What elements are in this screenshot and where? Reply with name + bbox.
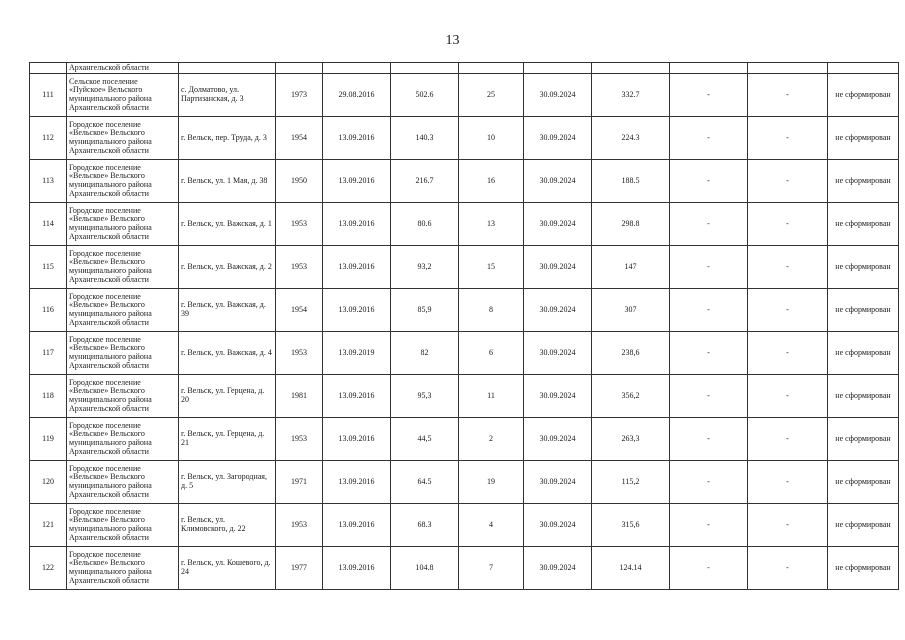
date-recognized-cell: 13.09.2016 xyxy=(323,418,391,461)
dash-cell-1: - xyxy=(670,375,748,418)
area-cell: 216.7 xyxy=(391,160,459,203)
area-cell: 140.3 xyxy=(391,117,459,160)
value-cell: 298.8 xyxy=(592,203,670,246)
residents-count-cell: 8 xyxy=(459,289,524,332)
row-number: 116 xyxy=(30,289,67,332)
area-cell: 104.8 xyxy=(391,547,459,590)
year-cell: 1950 xyxy=(276,160,323,203)
table-row xyxy=(30,74,899,117)
residents-count-cell: 6 xyxy=(459,332,524,375)
status-cell: не сформирован xyxy=(828,461,899,504)
planned-date-cell: 30.09.2024 xyxy=(524,160,592,203)
dash-cell-1: - xyxy=(670,246,748,289)
municipality-cell: Городское поселение «Вельское» Вельского муниципального района Архангельской области xyxy=(67,418,179,461)
dash-cell-2: - xyxy=(748,332,828,375)
municipality-cell: Городское поселение «Вельское» Вельского муниципального района Архангельской области xyxy=(67,547,179,590)
municipality-cell: Городское поселение «Вельское» Вельского муниципального района Архангельской области xyxy=(67,203,179,246)
residents-count-cell: 2 xyxy=(459,418,524,461)
address-cell: с. Долматово, ул. Партизанская, д. 3 xyxy=(179,74,276,117)
status-cell: не сформирован xyxy=(828,547,899,590)
area-cell: 502.6 xyxy=(391,74,459,117)
planned-date-cell: 30.09.2024 xyxy=(524,246,592,289)
dash-cell-2: - xyxy=(748,461,828,504)
residents-count-cell: 25 xyxy=(459,74,524,117)
year-cell: 1954 xyxy=(276,289,323,332)
date-recognized-cell: 13.09.2016 xyxy=(323,547,391,590)
address-cell: г. Вельск, ул. Важская, д. 39 xyxy=(179,289,276,332)
year-cell: 1953 xyxy=(276,332,323,375)
year-cell: 1953 xyxy=(276,504,323,547)
address-cell: г. Вельск, ул. Герцена, д. 21 xyxy=(179,418,276,461)
dash-cell-1: - xyxy=(670,547,748,590)
address-cell: г. Вельск, пер. Труда, д. 3 xyxy=(179,117,276,160)
dash-cell-1: - xyxy=(670,418,748,461)
municipality-cell: Городское поселение «Вельское» Вельского муниципального района Архангельской области xyxy=(67,160,179,203)
value-cell: 315,6 xyxy=(592,504,670,547)
continuation-text: Архангельской области xyxy=(67,63,179,74)
address-cell: г. Вельск, ул. Важская, д. 4 xyxy=(179,332,276,375)
dash-cell-1: - xyxy=(670,203,748,246)
planned-date-cell: 30.09.2024 xyxy=(524,332,592,375)
residents-count-cell: 11 xyxy=(459,375,524,418)
status-cell: не сформирован xyxy=(828,74,899,117)
row-number: 115 xyxy=(30,246,67,289)
address-cell: г. Вельск, ул. Герцена, д. 20 xyxy=(179,375,276,418)
dash-cell-1: - xyxy=(670,332,748,375)
residents-count-cell: 7 xyxy=(459,547,524,590)
municipality-cell: Городское поселение «Вельское» Вельского муниципального района Архангельской области xyxy=(67,504,179,547)
row-number: 120 xyxy=(30,461,67,504)
row-number: 122 xyxy=(30,547,67,590)
date-recognized-cell: 13.09.2016 xyxy=(323,203,391,246)
area-cell: 64.5 xyxy=(391,461,459,504)
address-cell: г. Вельск, ул. 1 Мая, д. 38 xyxy=(179,160,276,203)
dash-cell-1: - xyxy=(670,461,748,504)
status-cell: не сформирован xyxy=(828,160,899,203)
planned-date-cell: 30.09.2024 xyxy=(524,289,592,332)
row-number: 118 xyxy=(30,375,67,418)
year-cell: 1971 xyxy=(276,461,323,504)
area-cell: 95,3 xyxy=(391,375,459,418)
table-row xyxy=(30,289,899,332)
dash-cell-1: - xyxy=(670,289,748,332)
planned-date-cell: 30.09.2024 xyxy=(524,461,592,504)
row-number: 114 xyxy=(30,203,67,246)
value-cell: 115,2 xyxy=(592,461,670,504)
date-recognized-cell: 13.09.2016 xyxy=(323,246,391,289)
residents-count-cell: 10 xyxy=(459,117,524,160)
status-cell: не сформирован xyxy=(828,332,899,375)
table-row xyxy=(30,332,899,375)
dash-cell-1: - xyxy=(670,74,748,117)
planned-date-cell: 30.09.2024 xyxy=(524,547,592,590)
status-cell: не сформирован xyxy=(828,418,899,461)
planned-date-cell: 30.09.2024 xyxy=(524,203,592,246)
row-number: 112 xyxy=(30,117,67,160)
dash-cell-2: - xyxy=(748,289,828,332)
year-cell: 1954 xyxy=(276,117,323,160)
dash-cell-2: - xyxy=(748,117,828,160)
year-cell: 1953 xyxy=(276,418,323,461)
address-cell: г. Вельск, ул. Загородная, д. 5 xyxy=(179,461,276,504)
continuation-row xyxy=(30,63,899,74)
date-recognized-cell: 13.09.2016 xyxy=(323,375,391,418)
row-number: 113 xyxy=(30,160,67,203)
value-cell: 188.5 xyxy=(592,160,670,203)
dash-cell-2: - xyxy=(748,504,828,547)
area-cell: 68.3 xyxy=(391,504,459,547)
row-number: 117 xyxy=(30,332,67,375)
date-recognized-cell: 13.09.2016 xyxy=(323,461,391,504)
status-cell: не сформирован xyxy=(828,246,899,289)
planned-date-cell: 30.09.2024 xyxy=(524,418,592,461)
table-row xyxy=(30,461,899,504)
municipality-cell: Городское поселение «Вельское» Вельского муниципального района Архангельской области xyxy=(67,332,179,375)
planned-date-cell: 30.09.2024 xyxy=(524,74,592,117)
area-cell: 93,2 xyxy=(391,246,459,289)
dash-cell-2: - xyxy=(748,246,828,289)
table-row xyxy=(30,117,899,160)
area-cell: 44,5 xyxy=(391,418,459,461)
residents-count-cell: 4 xyxy=(459,504,524,547)
municipality-cell: Городское поселение «Вельское» Вельского муниципального района Архангельской области xyxy=(67,289,179,332)
municipality-cell: Городское поселение «Вельское» Вельского муниципального района Архангельской области xyxy=(67,375,179,418)
year-cell: 1953 xyxy=(276,203,323,246)
municipality-cell: Городское поселение «Вельское» Вельского муниципального района Архангельской области xyxy=(67,117,179,160)
area-cell: 82 xyxy=(391,332,459,375)
dash-cell-2: - xyxy=(748,160,828,203)
date-recognized-cell: 13.09.2016 xyxy=(323,117,391,160)
status-cell: не сформирован xyxy=(828,375,899,418)
dash-cell-1: - xyxy=(670,160,748,203)
table-row xyxy=(30,504,899,547)
year-cell: 1973 xyxy=(276,74,323,117)
dash-cell-1: - xyxy=(670,117,748,160)
dash-cell-2: - xyxy=(748,74,828,117)
table-row xyxy=(30,375,899,418)
municipality-cell: Сельское поселение «Пуйское» Вельского муниципального района Архангельской области xyxy=(67,74,179,117)
date-recognized-cell: 13.09.2016 xyxy=(323,289,391,332)
table-row xyxy=(30,547,899,590)
status-cell: не сформирован xyxy=(828,289,899,332)
residents-count-cell: 13 xyxy=(459,203,524,246)
planned-date-cell: 30.09.2024 xyxy=(524,504,592,547)
row-number: 119 xyxy=(30,418,67,461)
row-number: 111 xyxy=(30,74,67,117)
dash-cell-2: - xyxy=(748,418,828,461)
row-number: 121 xyxy=(30,504,67,547)
address-cell: г. Вельск, ул. Климовского, д. 22 xyxy=(179,504,276,547)
date-recognized-cell: 13.09.2016 xyxy=(323,504,391,547)
table-row xyxy=(30,203,899,246)
municipality-cell: Городское поселение «Вельское» Вельского муниципального района Архангельской области xyxy=(67,461,179,504)
residents-count-cell: 19 xyxy=(459,461,524,504)
table-row xyxy=(30,160,899,203)
address-cell: г. Вельск, ул. Важская, д. 1 xyxy=(179,203,276,246)
dash-cell-2: - xyxy=(748,203,828,246)
year-cell: 1981 xyxy=(276,375,323,418)
planned-date-cell: 30.09.2024 xyxy=(524,375,592,418)
planned-date-cell: 30.09.2024 xyxy=(524,117,592,160)
area-cell: 80.6 xyxy=(391,203,459,246)
year-cell: 1977 xyxy=(276,547,323,590)
area-cell: 85,9 xyxy=(391,289,459,332)
address-cell: г. Вельск, ул. Важская, д. 2 xyxy=(179,246,276,289)
value-cell: 238,6 xyxy=(592,332,670,375)
value-cell: 147 xyxy=(592,246,670,289)
dash-cell-2: - xyxy=(748,547,828,590)
year-cell: 1953 xyxy=(276,246,323,289)
value-cell: 224.3 xyxy=(592,117,670,160)
value-cell: 307 xyxy=(592,289,670,332)
value-cell: 356,2 xyxy=(592,375,670,418)
table-row xyxy=(30,418,899,461)
page-number: 13 xyxy=(445,33,460,48)
value-cell: 332.7 xyxy=(592,74,670,117)
residents-count-cell: 16 xyxy=(459,160,524,203)
residents-count-cell: 15 xyxy=(459,246,524,289)
date-recognized-cell: 13.09.2019 xyxy=(323,332,391,375)
dash-cell-1: - xyxy=(670,504,748,547)
status-cell: не сформирован xyxy=(828,203,899,246)
housing-registry-table xyxy=(29,62,899,590)
municipality-cell: Городское поселение «Вельское» Вельского муниципального района Архангельской области xyxy=(67,246,179,289)
date-recognized-cell: 13.09.2016 xyxy=(323,160,391,203)
address-cell: г. Вельск, ул. Кошевого, д. 24 xyxy=(179,547,276,590)
value-cell: 263,3 xyxy=(592,418,670,461)
value-cell: 124.14 xyxy=(592,547,670,590)
dash-cell-2: - xyxy=(748,375,828,418)
date-recognized-cell: 29.08.2016 xyxy=(323,74,391,117)
status-cell: не сформирован xyxy=(828,117,899,160)
table-row xyxy=(30,246,899,289)
status-cell: не сформирован xyxy=(828,504,899,547)
